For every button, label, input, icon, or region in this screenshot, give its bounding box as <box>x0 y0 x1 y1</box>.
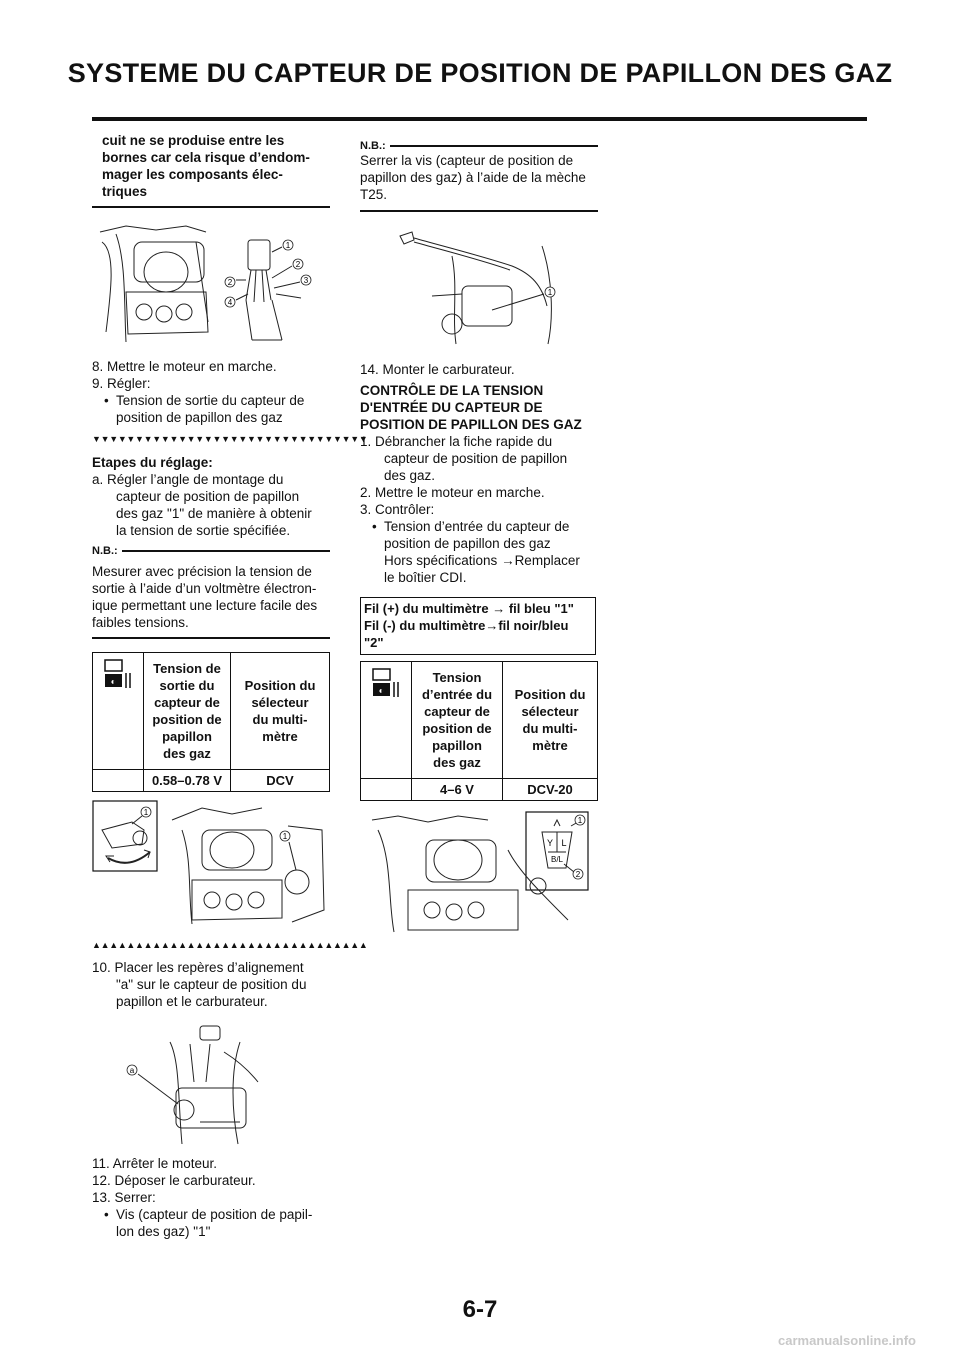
check-steps <box>360 433 605 586</box>
callout-2: 2 <box>295 260 301 269</box>
page-title: SYSTEME DU CAPTEUR DE POSITION DE PAPILLON DES GAZ <box>67 58 893 88</box>
header-line: Tension de <box>153 661 221 676</box>
nb-line: faibles tensions. <box>92 615 189 630</box>
step-9-bullet-cont: position de papillon des gaz <box>116 410 283 425</box>
nb-text-left <box>92 563 332 631</box>
wire-yellow-label: Y <box>546 838 554 848</box>
svg-text:◐: ◐ <box>110 676 117 687</box>
replace-text: Remplacer <box>514 553 580 568</box>
header-line: Position du <box>244 678 316 693</box>
header-line: des gaz <box>433 755 481 770</box>
col-header-selector <box>503 662 598 779</box>
header-line: mètre <box>532 738 568 753</box>
header-line: sélecteur <box>251 695 309 710</box>
step-3-bullet: • Tension d’entrée du capteur de <box>360 518 605 535</box>
nb-line: papillon des gaz) à l’aide de la mèche <box>360 170 586 185</box>
header-line: Tension <box>432 670 482 685</box>
warning-line: bornes car cela risque d’endom- <box>102 150 310 165</box>
callout-a: a <box>129 1066 135 1075</box>
lead-positive-label: Fil (+) du multimètre <box>364 601 489 616</box>
arrow-icon: → <box>492 601 506 616</box>
multimeter-icon <box>372 668 400 698</box>
step-11: 11. Arrêter le moteur. <box>92 1156 218 1171</box>
step-9: 9. Régler: <box>92 376 151 391</box>
steps-11-13 <box>92 1155 332 1240</box>
nb-rule-right <box>360 210 598 212</box>
header-line: mètre <box>262 729 298 744</box>
step-10-line: 10. Placer les repères d’alignement <box>92 960 304 975</box>
figure-sensor-connector <box>96 222 328 348</box>
step-13: 13. Serrer: <box>92 1190 156 1205</box>
steps-8-9 <box>92 358 330 426</box>
multimeter-icon-cell <box>93 653 144 770</box>
nb-line: Mesurer avec précision la tension de <box>92 564 312 579</box>
header-line: capteur de <box>154 695 220 710</box>
step-10-cont: papillon et le carburateur. <box>116 994 268 1009</box>
step-1-cont: capteur de position de papillon <box>384 451 568 466</box>
adjust-start-marker: ▼▼▼▼▼▼▼▼▼▼▼▼▼▼▼▼▼▼▼▼▼▼▼▼▼▼▼▼▼▼▼▼ <box>92 434 368 444</box>
step-3-bullet-cont: position de papillon des gaz <box>384 536 551 551</box>
lead-connection-box <box>360 597 596 655</box>
callout-2b: 2 <box>227 278 233 287</box>
header-line: capteur de <box>424 704 490 719</box>
empty-cell <box>93 770 144 792</box>
section-heading <box>360 382 605 433</box>
lead-positive-wire: fil bleu "1" <box>508 601 574 616</box>
callout-1: 1 <box>577 816 583 825</box>
nb-line: Serrer la vis (capteur de position de <box>360 153 574 168</box>
nb-header-left <box>92 545 330 557</box>
value-selector: DCV <box>231 770 330 792</box>
header-line: sortie du <box>159 678 215 693</box>
step-14-line: 14. Monter le carburateur. <box>360 362 515 377</box>
nb-label: N.B.: <box>92 545 118 557</box>
value-selector: DCV-20 <box>503 779 598 801</box>
header-line: d’entrée du <box>421 687 493 702</box>
callout-1-inset: 1 <box>143 808 149 817</box>
heading-line: POSITION DE PAPILLON DES GAZ <box>360 417 582 432</box>
spec-table-input <box>360 661 598 801</box>
step-2: 2. Mettre le moteur en marche. <box>360 485 545 500</box>
step-13-bullet: • Vis (capteur de position de papil- <box>92 1206 332 1223</box>
nb-rule-left <box>92 637 330 639</box>
nb-label: N.B.: <box>360 140 386 152</box>
warning-rule <box>92 206 330 208</box>
lead-negative <box>364 617 592 634</box>
step-3: 3. Contrôler: <box>360 502 435 517</box>
multimeter-icon-cell <box>361 662 412 779</box>
header-line: position de <box>152 712 222 727</box>
col-header-voltage <box>144 653 231 770</box>
multimeter-icon <box>104 659 132 689</box>
step-12: 12. Déposer le carburateur. <box>92 1173 256 1188</box>
warning-line: cuit ne se produise entre les <box>102 133 285 148</box>
callout-4: 4 <box>227 298 233 307</box>
step-13-bullet-cont: lon des gaz) "1" <box>116 1224 211 1239</box>
callout-1: 1 <box>285 241 291 250</box>
callout-1: 1 <box>547 288 553 297</box>
value-voltage: 0.58–0.78 V <box>144 770 231 792</box>
header-line: du multi- <box>252 712 308 727</box>
title-rule <box>92 117 867 121</box>
step-3-bullet-cont <box>360 552 605 569</box>
nb-line: T25. <box>360 187 388 202</box>
arrow-icon: → <box>485 618 499 633</box>
adjust-a-cont: capteur de position de papillon <box>116 489 300 504</box>
lead-negative-label: Fil (-) du multimètre <box>364 618 486 633</box>
warning-line: mager les composants élec- <box>102 167 283 182</box>
nb-header-right <box>360 140 598 152</box>
header-line: papillon <box>432 738 482 753</box>
nb-line: ique permettant une lecture facile des <box>92 598 318 613</box>
figure-alignment-marks <box>120 1022 270 1148</box>
header-line: des gaz <box>163 746 211 761</box>
warning-line: triques <box>102 184 148 199</box>
step-1-cont: des gaz. <box>384 468 436 483</box>
wire-blue-label: L <box>561 838 567 848</box>
step-10 <box>92 959 332 1010</box>
step-9-bullet: • Tension de sortie du capteur de <box>92 392 330 409</box>
svg-text:◐: ◐ <box>378 685 385 696</box>
adjust-heading: Etapes du réglage: <box>92 455 213 470</box>
adjust-a-cont: des gaz "1" de manière à obtenir <box>116 506 312 521</box>
col-header-voltage <box>412 662 503 779</box>
lead-negative-wire: fil noir/bleu <box>498 618 569 633</box>
lead-positive <box>364 600 592 617</box>
callout-1-main: 1 <box>282 832 288 841</box>
out-of-spec: Hors spécifications <box>384 553 498 568</box>
spec-table-output <box>92 652 330 792</box>
heading-line: D'ENTRÉE DU CAPTEUR DE <box>360 400 543 415</box>
adjust-steps <box>92 454 330 539</box>
nb-line: sortie à l’aide d’un voltmètre électron- <box>92 581 317 596</box>
value-voltage: 4–6 V <box>412 779 503 801</box>
wire-black-blue-label: B/L <box>550 855 564 864</box>
heading-line: CONTRÔLE DE LA TENSION <box>360 383 544 398</box>
col-header-selector <box>231 653 330 770</box>
page-number: 6-7 <box>462 1296 498 1323</box>
header-line: position de <box>422 721 492 736</box>
adjust-end-marker: ▲▲▲▲▲▲▲▲▲▲▲▲▲▲▲▲▲▲▲▲▲▲▲▲▲▲▲▲▲▲▲▲ <box>92 940 368 950</box>
nb-text-right <box>360 152 600 203</box>
header-line: papillon <box>162 729 212 744</box>
callout-2: 2 <box>575 870 581 879</box>
figure-sensor-adjust <box>92 800 330 928</box>
watermark: carmanualsonline.info <box>778 1333 916 1348</box>
warning-text <box>92 132 330 200</box>
header-line: sélecteur <box>521 704 579 719</box>
lead-negative-cont: "2" <box>364 635 384 650</box>
arrow-icon: → <box>501 553 515 568</box>
adjust-a-cont: la tension de sortie spécifiée. <box>116 523 291 538</box>
adjust-a: a. Régler l’angle de montage du <box>92 472 284 487</box>
step-14 <box>360 361 600 378</box>
step-10-cont: "a" sur le capteur de position du <box>116 977 307 992</box>
step-3-bullet-cont: le boîtier CDI. <box>384 570 467 585</box>
step-8: 8. Mettre le moteur en marche. <box>92 359 277 374</box>
figure-connector-check <box>368 810 590 934</box>
figure-tighten-screw <box>392 226 572 346</box>
header-line: Position du <box>514 687 586 702</box>
header-line: du multi- <box>522 721 578 736</box>
callout-3: 3 <box>303 276 309 285</box>
step-1: 1. Débrancher la fiche rapide du <box>360 434 553 449</box>
empty-cell <box>361 779 412 801</box>
